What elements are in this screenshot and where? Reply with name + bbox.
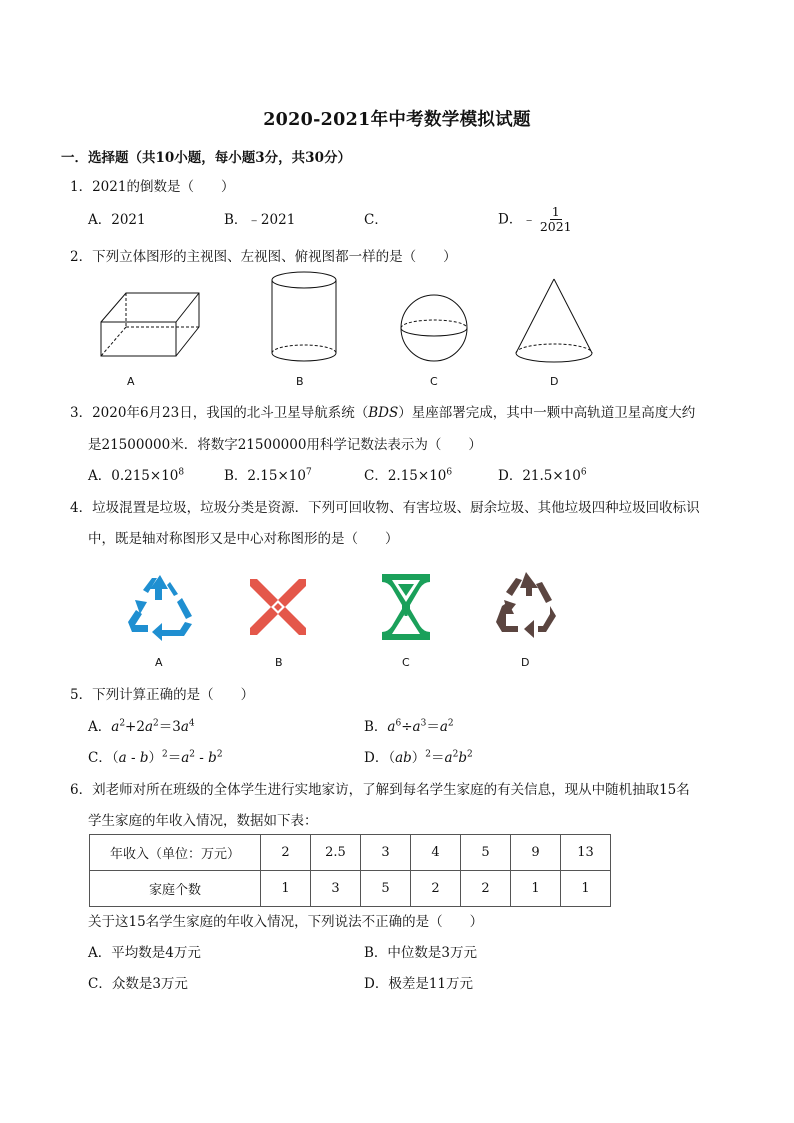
cuboid-figure <box>98 290 203 360</box>
table-cell: 4 <box>411 835 461 871</box>
table-cell: 1 <box>511 871 561 907</box>
table-row <box>90 871 611 907</box>
q5-option-c: C．$(a - b)^2=a^2 - b^2$ <box>88 749 223 766</box>
q2-label-d: D <box>550 375 559 388</box>
table-cell: 5 <box>361 871 411 907</box>
q5-option-a-prefix: A． <box>88 719 112 735</box>
q1-option-b: B．﹣2021 <box>224 212 296 228</box>
q3-option-a-text: A．0.215×10 <box>88 468 179 484</box>
q2-stem: 2．下列立体图形的主视图、左视图、俯视图都一样的是（ ） <box>70 249 457 265</box>
q6-option-a: A．平均数是4万元 <box>88 945 201 961</box>
q3-option-b-exponent: 7 <box>305 467 312 478</box>
hazard-icon <box>247 576 309 638</box>
q5-option-b: B．$a^6\div a^3=a^2$ <box>364 718 454 735</box>
q4-label-d: D <box>521 656 530 669</box>
table-cell: 1 <box>561 871 611 907</box>
table-cell: 2.5 <box>311 835 361 871</box>
table-cell: 5 <box>461 835 511 871</box>
q2-label-a: A <box>127 375 135 388</box>
recycle-icon <box>122 572 198 640</box>
q4-label-a: A <box>155 656 163 669</box>
q3-option-c-exponent: 6 <box>446 467 453 478</box>
q3-line1-end: ）星座部署完成，其中一颗中高轨道卫星高度大约 <box>398 405 696 421</box>
q1-option-a: A．2021 <box>88 212 146 228</box>
table-cell: 1 <box>261 871 311 907</box>
q1-option-d <box>498 205 574 234</box>
q6-option-c: C．众数是3万元 <box>88 976 188 992</box>
table-cell: 9 <box>511 835 561 871</box>
table-cell: 2 <box>461 871 511 907</box>
q2-label-b: B <box>296 375 304 388</box>
page-title: 2020-2021年中考数学模拟试题 <box>263 110 531 130</box>
q5-option-d-prefix: D． <box>364 750 389 766</box>
income-table <box>89 834 611 907</box>
q1-option-d-prefix: D．﹣ <box>498 211 536 228</box>
table-cell: 13 <box>561 835 611 871</box>
q3-option-b <box>224 467 312 485</box>
q5-option-c-prefix: C． <box>88 750 112 766</box>
cylinder-figure <box>270 270 340 365</box>
cone-figure <box>513 277 597 367</box>
q4-label-b: B <box>275 656 283 669</box>
other-waste-icon <box>494 570 558 640</box>
q4-line1: 4．垃圾混置是垃圾，垃圾分类是资源．下列可回收物、有害垃圾、厨余垃圾、其他垃圾四种垃圾回收标识 <box>70 500 700 516</box>
fraction-denominator: 2021 <box>539 219 572 234</box>
q3-option-c-text: C．2.15×10 <box>364 468 447 484</box>
q3-option-a-exponent: 8 <box>178 467 185 478</box>
table-cell: 3 <box>361 835 411 871</box>
q3-option-a <box>88 467 184 485</box>
q6-line2: 学生家庭的年收入情况，数据如下表： <box>88 813 318 829</box>
q4-line2: 中，既是轴对称图形又是中心对称图形的是（ ） <box>88 531 399 547</box>
q5-stem: 5．下列计算正确的是（ ） <box>70 687 255 703</box>
q3-line2: 是21500000米．将数字21500000用科学记数法表示为（ ） <box>88 437 482 453</box>
q3-bds: BDS <box>368 405 399 421</box>
table-row-header: 年收入（单位：万元） <box>90 835 261 871</box>
table-cell: 3 <box>311 871 361 907</box>
table-cell: 2 <box>411 871 461 907</box>
q3-option-d-text: D．21.5×10 <box>498 468 581 484</box>
q6-follow: 关于这15名学生家庭的年收入情况，下列说法不正确的是（ ） <box>88 914 484 930</box>
q2-label-c: C <box>430 375 438 388</box>
kitchen-waste-icon <box>378 572 434 642</box>
q5-option-b-prefix: B． <box>364 719 388 735</box>
q3-option-c <box>364 467 452 485</box>
q3-option-d-exponent: 6 <box>580 467 587 478</box>
section-heading: 一．选择题（共10小题，每小题3分，共30分） <box>61 150 351 166</box>
sphere-figure <box>399 293 471 365</box>
q3-option-b-text: B．2.15×10 <box>224 468 306 484</box>
q6-option-b: B．中位数是3万元 <box>364 945 478 961</box>
table-row <box>90 835 611 871</box>
table-cell: 2 <box>261 835 311 871</box>
q4-label-c: C <box>402 656 410 669</box>
q3-line1-start: 3．2020年6月23日，我国的北斗卫星导航系统（ <box>70 405 369 421</box>
q3-line1 <box>70 404 695 422</box>
q1-stem: 1．2021的倒数是（ ） <box>70 179 235 195</box>
q5-option-d: D．$(ab)^2=a^2b^2$ <box>364 749 473 766</box>
q1-option-d-fraction <box>538 205 574 234</box>
fraction-numerator: 1 <box>551 204 560 219</box>
table-row-header: 家庭个数 <box>90 871 261 907</box>
q3-option-d <box>498 467 587 485</box>
q6-option-d: D．极差是11万元 <box>364 976 474 992</box>
q6-line1: 6．刘老师对所在班级的全体学生进行实地家访，了解到每名学生家庭的有关信息，现从中随机抽取15名 <box>70 782 690 798</box>
q1-option-c: C． <box>364 212 388 228</box>
q5-option-a: A．$a^2+2a^2=3a^4$ <box>88 718 195 735</box>
